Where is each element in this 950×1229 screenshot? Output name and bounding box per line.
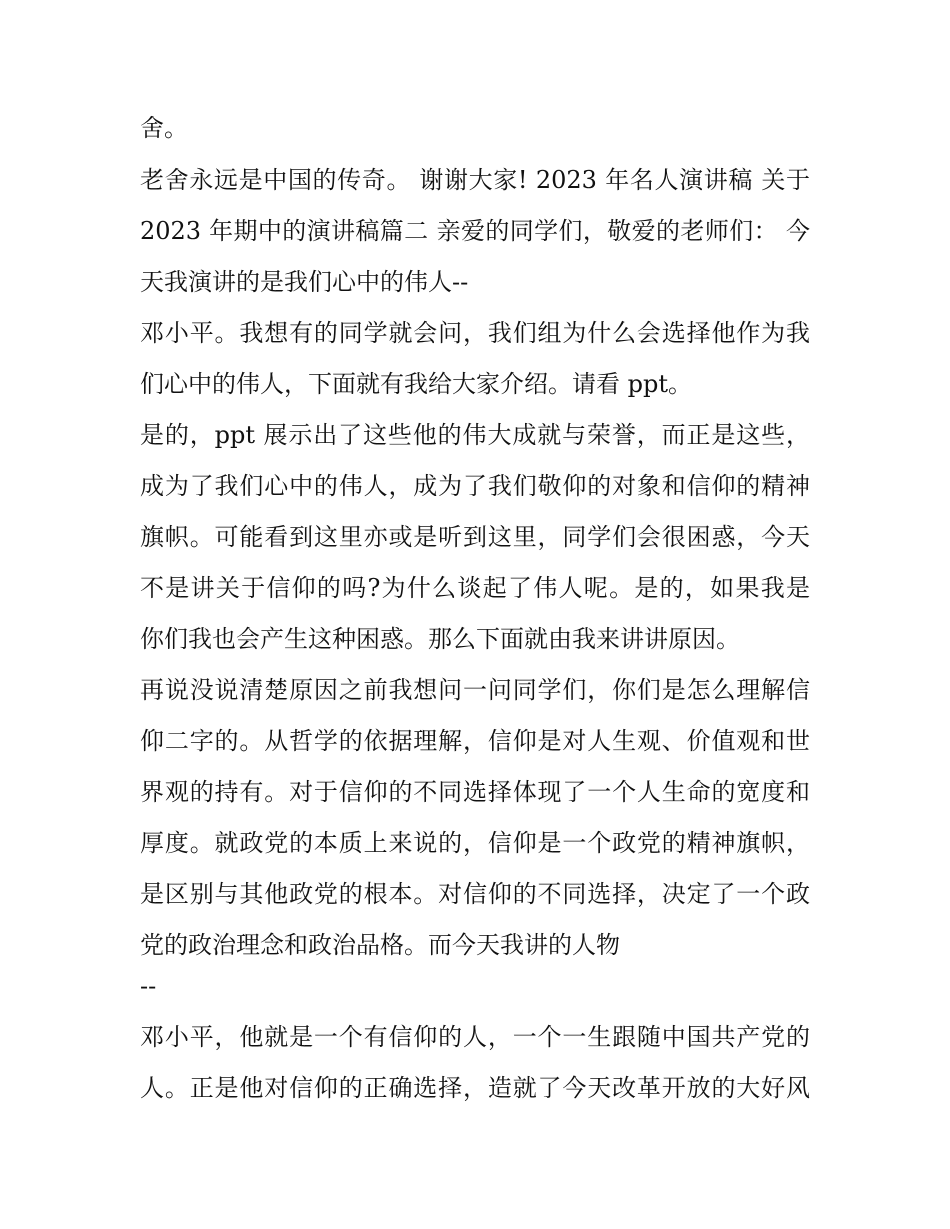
- text-line: 不是讲关于信仰的吗?为什么谈起了伟人呢。是的，如果我是: [140, 574, 810, 602]
- text-line: 老舍永远是中国的传奇。 谢谢大家! 2023 年名人演讲稿 关于: [140, 166, 810, 194]
- text-line: 仰二字的。从哲学的依据理解，信仰是对人生观、价值观和世: [140, 727, 810, 755]
- text-line: 成为了我们心中的伟人，成为了我们敬仰的对象和信仰的精神: [140, 472, 810, 500]
- text-line: 你们我也会产生这种困惑。那么下面就由我来讲讲原因。: [140, 625, 740, 653]
- text-line: 邓小平。我想有的同学就会问，我们组为什么会选择他作为我: [140, 319, 810, 347]
- text-line: 界观的持有。对于信仰的不同选择体现了一个人生命的宽度和: [140, 778, 810, 806]
- text-line: 是区别与其他政党的根本。对信仰的不同选择，决定了一个政: [140, 880, 810, 908]
- text-line: 是的，ppt 展示出了这些他的伟大成就与荣誉，而正是这些，: [140, 421, 810, 449]
- text-line: --: [140, 972, 157, 1000]
- text-line: 邓小平，他就是一个有信仰的人，一个一生跟随中国共产党的: [140, 1023, 810, 1051]
- text-line: 们心中的伟人，下面就有我给大家介绍。请看 ppt。: [140, 370, 692, 398]
- text-line: 舍。: [140, 114, 188, 142]
- text-line: 旗帜。可能看到这里亦或是听到这里，同学们会很困惑，今天: [140, 523, 810, 551]
- text-line: 党的政治理念和政治品格。而今天我讲的人物: [140, 931, 620, 959]
- text-line: 人。正是他对信仰的正确选择，造就了今天改革开放的大好风: [140, 1074, 810, 1102]
- text-line: 再说没说清楚原因之前我想问一问同学们，你们是怎么理解信: [140, 676, 810, 704]
- text-line: 2023 年期中的演讲稿篇二 亲爱的同学们，敬爱的老师们： 今: [140, 217, 810, 245]
- text-line: 天我演讲的是我们心中的伟人--: [140, 268, 469, 296]
- text-line: 厚度。就政党的本质上来说的，信仰是一个政党的精神旗帜，: [140, 829, 810, 857]
